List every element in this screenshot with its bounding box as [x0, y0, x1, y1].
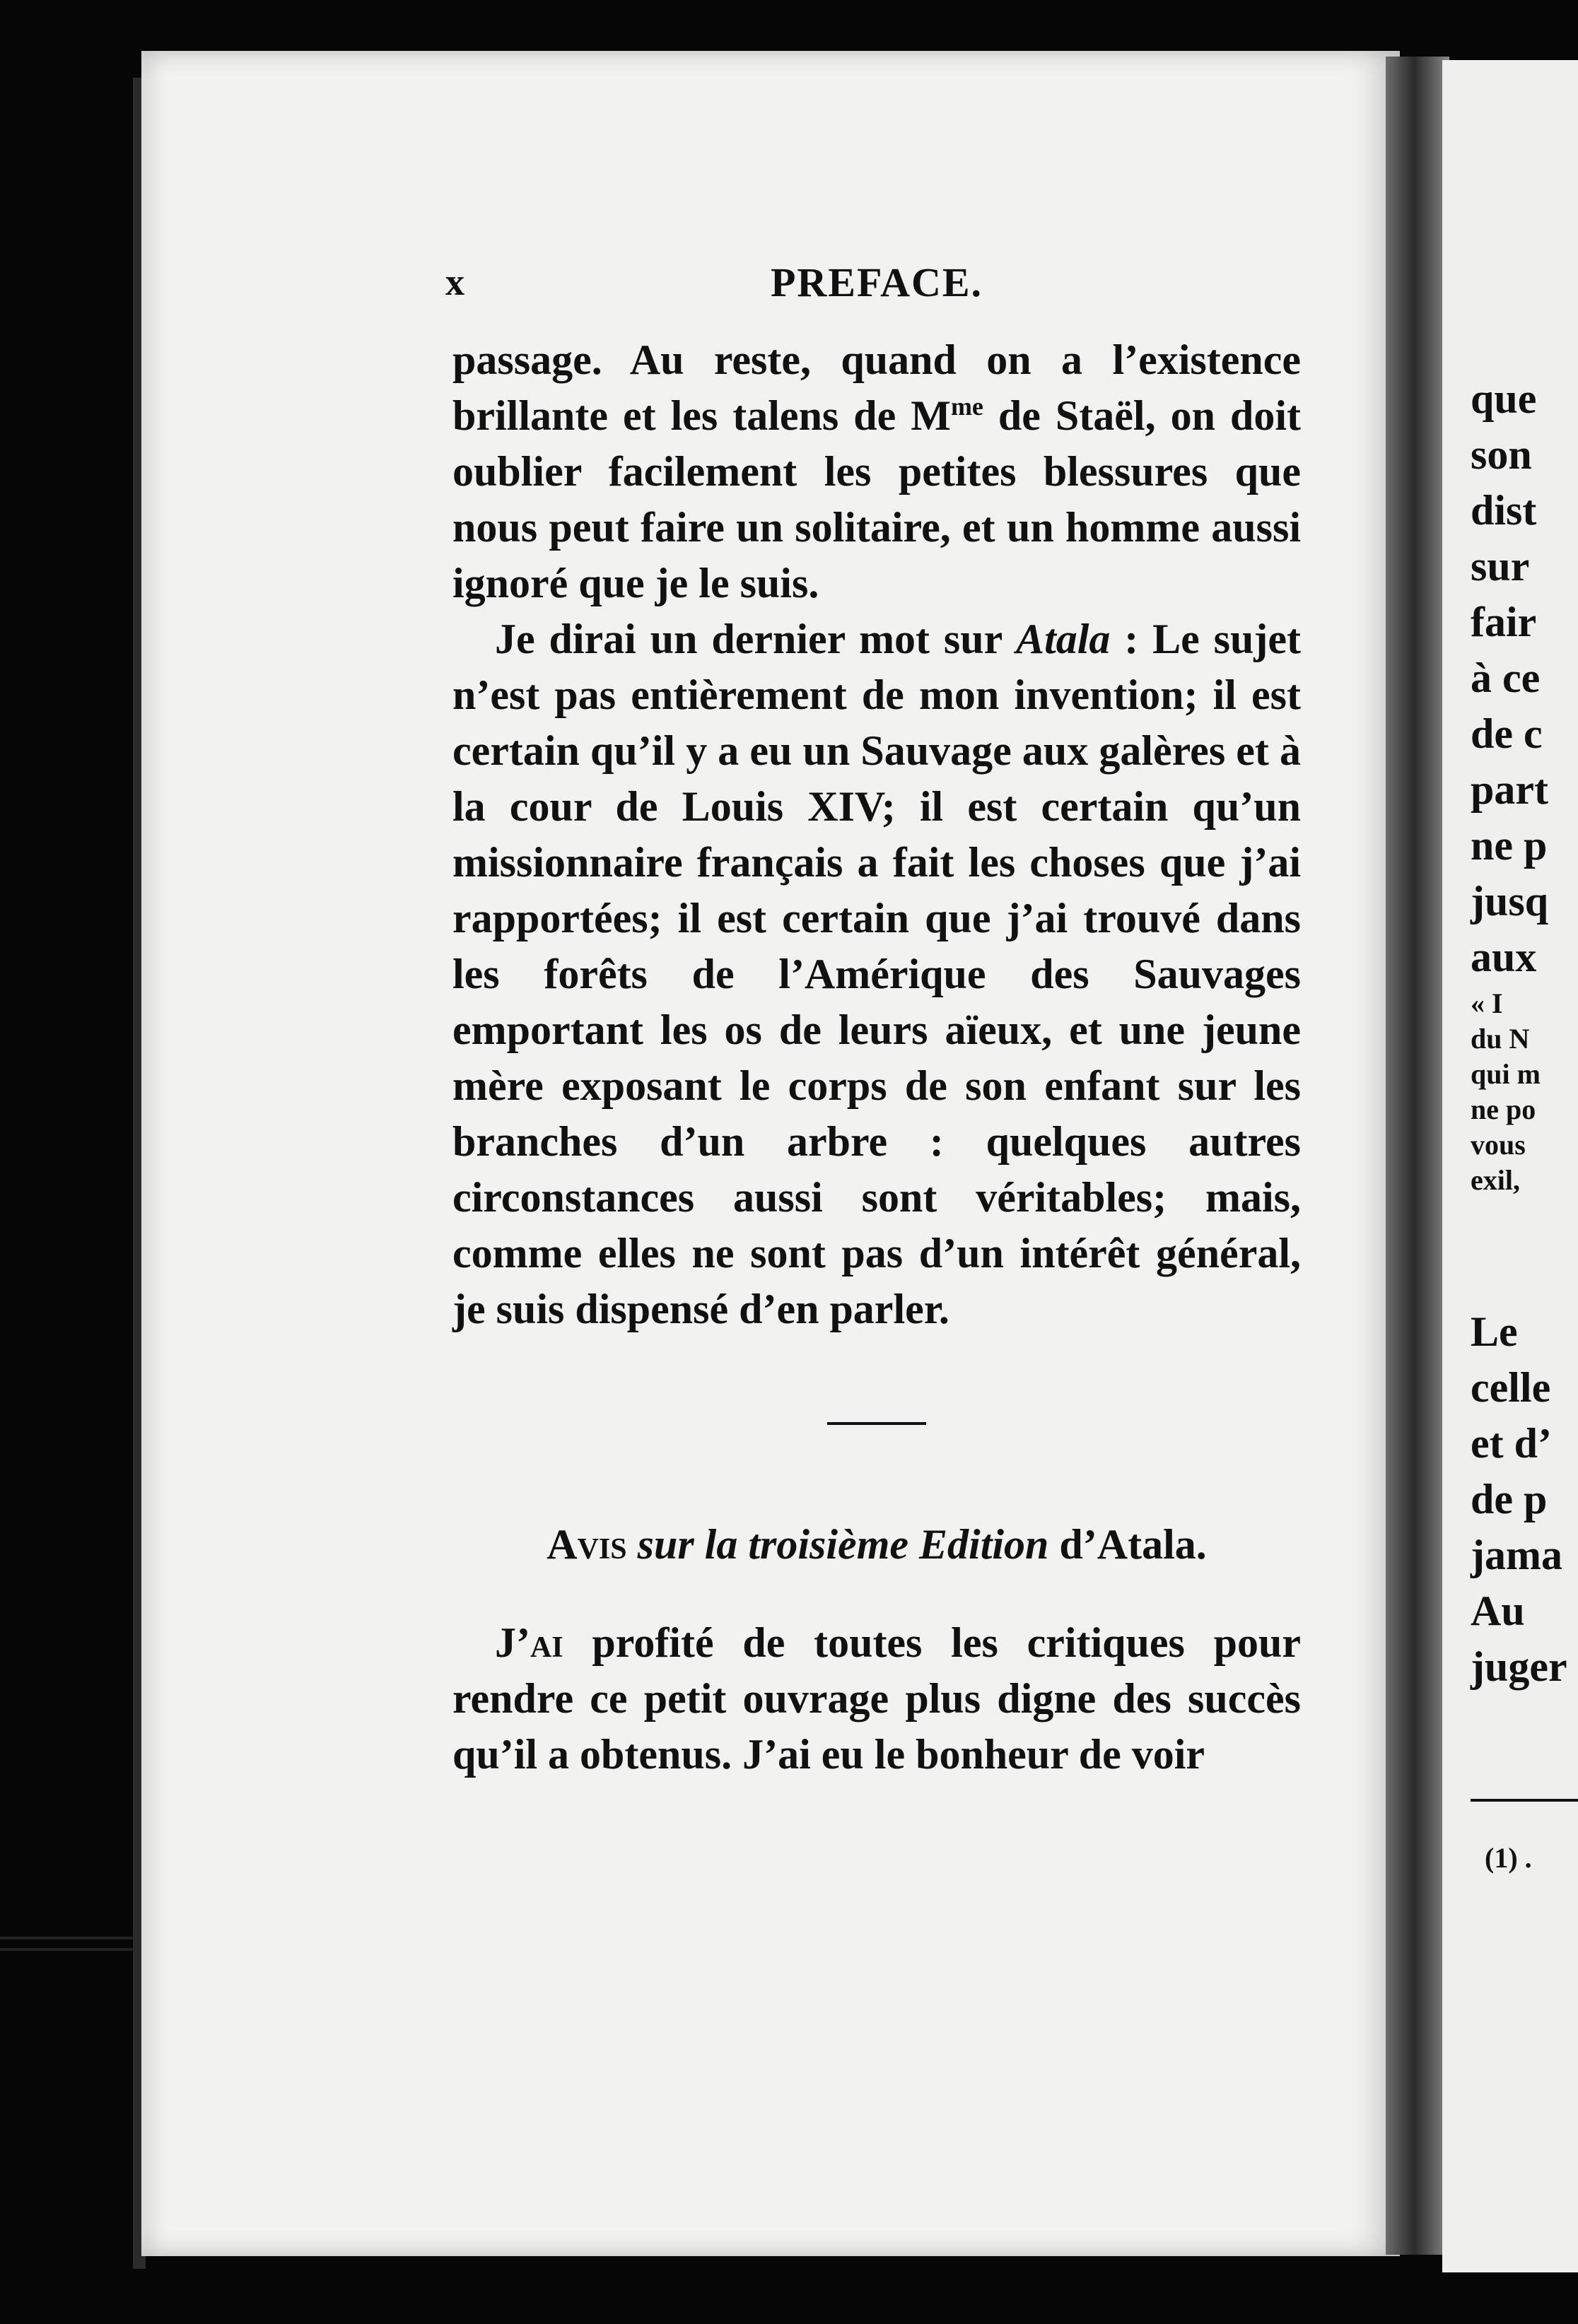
p1-text-b: de Staël, on doit oublier facilement les petites blessures que nous peut faire un solitaire, et un homme aussi ignoré que je le suis. [452, 392, 1301, 606]
facing-page-lower-lines [1471, 1304, 1567, 1695]
facing-page-note-lines [1471, 986, 1541, 1198]
facing-line: Au [1471, 1588, 1525, 1634]
notice-sur-la: sur la troisième [637, 1521, 908, 1568]
facing-line: et d’ [1471, 1420, 1552, 1467]
facing-line: de c [1471, 710, 1543, 757]
page-header [445, 254, 1301, 311]
facing-line: qui m [1471, 1058, 1541, 1090]
book-gutter [1386, 57, 1449, 2255]
notice-avis: Avis [547, 1521, 627, 1568]
facing-line: « I [1471, 987, 1503, 1019]
p1-text-a: passage. Au reste, quand on a l’existence brillante et les talens de M [452, 336, 1301, 439]
facing-page-top-lines [1471, 371, 1548, 985]
facing-line: celle [1471, 1364, 1551, 1411]
notice-edition: Edition [919, 1521, 1049, 1568]
facing-line: du N [1471, 1023, 1530, 1055]
facing-line: exil, [1471, 1164, 1520, 1196]
facing-line: fair [1471, 599, 1537, 645]
p2-text-a: Je dirai un dernier mot sur [495, 616, 1017, 662]
facing-line: de p [1471, 1476, 1548, 1522]
paragraph-3 [452, 1615, 1301, 1783]
notice-heading [452, 1517, 1301, 1573]
p3-lead: J’ai [495, 1619, 563, 1666]
facing-line: ne p [1471, 822, 1548, 869]
section-rule [827, 1422, 926, 1425]
running-title: PREFACE. [770, 259, 983, 305]
page-content [445, 259, 1301, 1783]
facing-line: part [1471, 766, 1548, 813]
p1-superscript: me [950, 392, 983, 421]
notice-atala: Atala. [1097, 1521, 1207, 1568]
facing-line: que [1471, 375, 1537, 422]
facing-line: aux [1471, 934, 1537, 980]
p2-text-b: : Le sujet n’est pas entièrement de mon invention; il est certain qu’il y a eu un Sauvage aux galères et à la cour de Louis XIV; il est certain qu’un missionnaire français a fait les choses que j’ai rapportées; il est certain que j’ai trouvé dans les forêts de l’Amérique des Sauvages emportant les os de leurs aïeux, et une jeune mère exposant le corps de son enfant sur les branches d’un arbre : quelques autres circonstances aussi sont véritables; mais, comme elles ne sont pas d’un intérêt général, je suis dispensé d’en parler. [452, 616, 1301, 1332]
facing-line: son [1471, 431, 1532, 478]
facing-line: dist [1471, 487, 1537, 534]
facing-line: à ce [1471, 655, 1541, 701]
paragraph-2 [452, 611, 1301, 1337]
facing-line: juger [1471, 1643, 1567, 1690]
facing-line: Le [1471, 1308, 1518, 1355]
facing-footnote: (1) . [1485, 1842, 1532, 1874]
facing-page [1442, 60, 1578, 2272]
facing-line: ne po [1471, 1093, 1536, 1125]
facing-line: jama [1471, 1532, 1562, 1578]
facing-line: vous [1471, 1129, 1526, 1161]
notice-d: d’ [1048, 1521, 1097, 1568]
p3-text: profité de toutes les critiques pour rendre ce petit ouvrage plus digne des succès qu’il a obtenus. J’ai eu le bonheur de voir [452, 1619, 1301, 1778]
page-number: x [445, 261, 464, 303]
facing-footnote-rule [1471, 1799, 1578, 1802]
facing-line: sur [1471, 543, 1530, 589]
paragraph-1 [452, 332, 1301, 611]
facing-line: jusq [1471, 878, 1549, 925]
p2-title-atala: Atala [1016, 616, 1111, 662]
